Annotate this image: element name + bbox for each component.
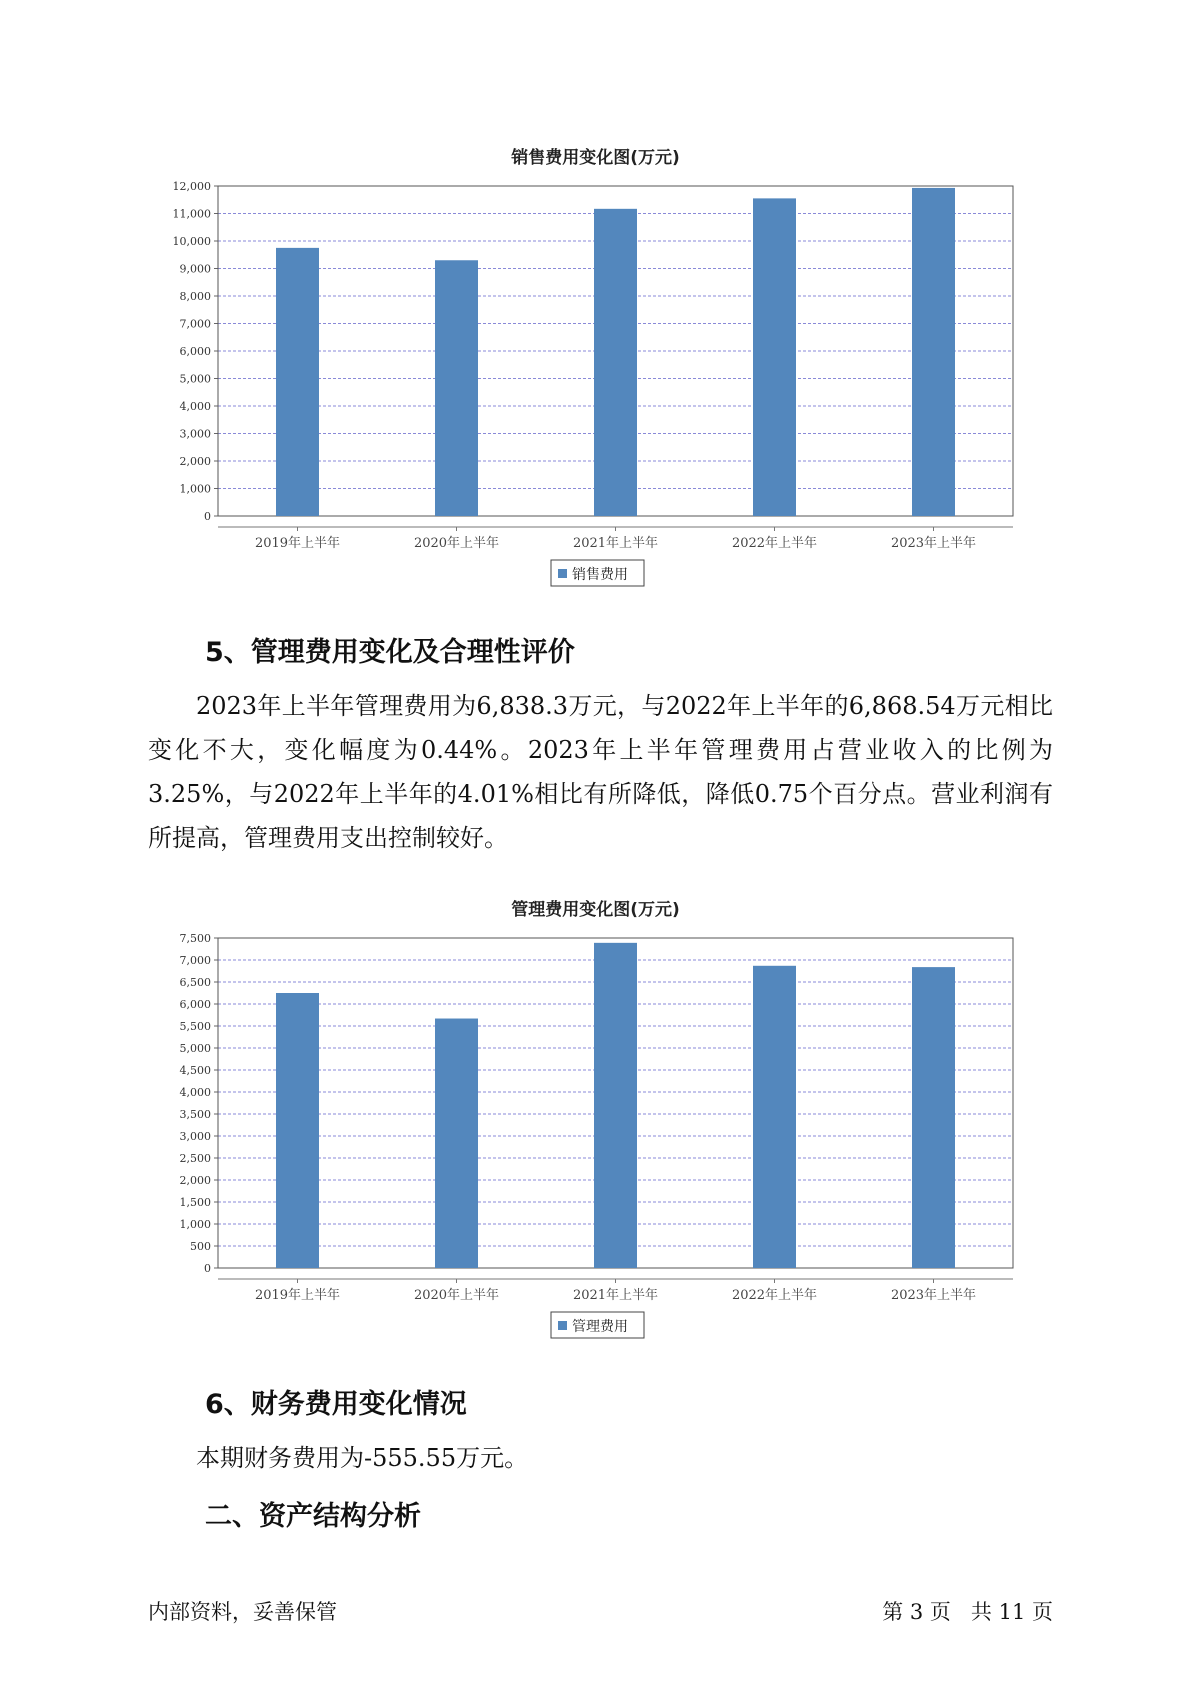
- y-tick-label: 3,000: [179, 427, 211, 441]
- legend-swatch: [558, 569, 567, 578]
- x-tick-label: 2020年上半年: [413, 536, 500, 551]
- y-tick-label: 3,500: [179, 1108, 211, 1121]
- y-tick-label: 5,500: [179, 1020, 211, 1033]
- y-tick-label: 6,000: [179, 345, 211, 358]
- y-tick-label: 7,000: [179, 954, 211, 967]
- y-tick-label: 2,500: [179, 1152, 211, 1165]
- admin-chart-title: 管理费用变化图(万元): [511, 900, 680, 920]
- section6-heading: 6、财务费用变化情况: [205, 1389, 467, 1420]
- y-tick-label: 8,000: [179, 290, 211, 303]
- bar-2022年上半年: [753, 198, 796, 516]
- section5-paragraph: [148, 684, 1053, 860]
- section5-heading: 5、管理费用变化及合理性评价: [205, 637, 575, 668]
- y-tick-label: 6,500: [179, 976, 211, 989]
- y-tick-label: 7,000: [179, 317, 211, 331]
- x-tick-label: 2021年上半年: [572, 1288, 659, 1303]
- y-tick-label: 6,000: [179, 998, 211, 1011]
- legend-label: 管理费用: [572, 1319, 628, 1335]
- x-tick-label: 2023年上半年: [890, 536, 977, 551]
- footer-page-number: 第 3 页 共 11 页: [882, 1600, 1053, 1624]
- y-tick-label: 11,000: [172, 207, 211, 221]
- bar-2020年上半年: [435, 1019, 478, 1268]
- section5-text: 2023年上半年管理费用为6,838.3万元，与2022年上半年的6,868.54万元相比变化不大，变化幅度为0.44%。2023年上半年管理费用占营业收入的比例为3.25%，与2022年上半年的4.01%相比有所降低，降低0.75个百分点。营业利润有所提高，管理费用支出控制较好。: [148, 692, 1053, 852]
- y-tick-label: 5,000: [179, 372, 211, 386]
- bar-2022年上半年: [753, 966, 796, 1268]
- section-two-heading: 二、资产结构分析: [205, 1501, 421, 1532]
- admin-expense-chart: [0, 922, 1191, 1342]
- x-tick-label: 2020年上半年: [413, 1288, 500, 1303]
- bar-2019年上半年: [276, 993, 319, 1268]
- legend-swatch: [558, 1321, 567, 1330]
- y-tick-label: 1,000: [179, 482, 211, 496]
- x-tick-label: 2022年上半年: [731, 1288, 818, 1303]
- bar-2023年上半年: [912, 188, 955, 516]
- y-tick-label: 2,000: [179, 455, 211, 468]
- bar-2020年上半年: [435, 260, 478, 516]
- y-tick-label: 0: [204, 510, 211, 523]
- y-tick-label: 0: [204, 1262, 211, 1275]
- y-tick-label: 3,000: [179, 1130, 211, 1143]
- section6-paragraph: [148, 1436, 1053, 1480]
- bar-2019年上半年: [276, 248, 319, 516]
- y-tick-label: 10,000: [172, 235, 211, 248]
- y-tick-label: 1,000: [179, 1218, 211, 1231]
- bar-2021年上半年: [594, 943, 637, 1268]
- bar-2021年上半年: [594, 209, 637, 516]
- y-tick-label: 4,000: [179, 400, 211, 413]
- sales-expense-chart: [0, 170, 1191, 590]
- x-tick-label: 2023年上半年: [890, 1288, 977, 1303]
- y-tick-label: 500: [190, 1240, 211, 1253]
- sales-chart-title: 销售费用变化图(万元): [511, 148, 680, 168]
- y-tick-label: 2,000: [179, 1174, 211, 1187]
- section6-text: 本期财务费用为-555.55万元。: [196, 1444, 529, 1472]
- y-tick-label: 1,500: [179, 1196, 211, 1209]
- x-tick-label: 2021年上半年: [572, 536, 659, 551]
- y-tick-label: 12,000: [172, 180, 211, 193]
- y-tick-label: 7,500: [179, 932, 211, 945]
- y-tick-label: 5,000: [179, 1042, 211, 1055]
- x-tick-label: 2019年上半年: [254, 536, 341, 551]
- footer-left: 内部资料，妥善保管: [148, 1600, 337, 1624]
- y-tick-label: 9,000: [179, 262, 211, 276]
- x-tick-label: 2019年上半年: [254, 1288, 341, 1303]
- y-tick-label: 4,000: [179, 1086, 211, 1099]
- legend-label: 销售费用: [572, 567, 628, 583]
- y-tick-label: 4,500: [179, 1064, 211, 1077]
- x-tick-label: 2022年上半年: [731, 536, 818, 551]
- bar-2023年上半年: [912, 967, 955, 1268]
